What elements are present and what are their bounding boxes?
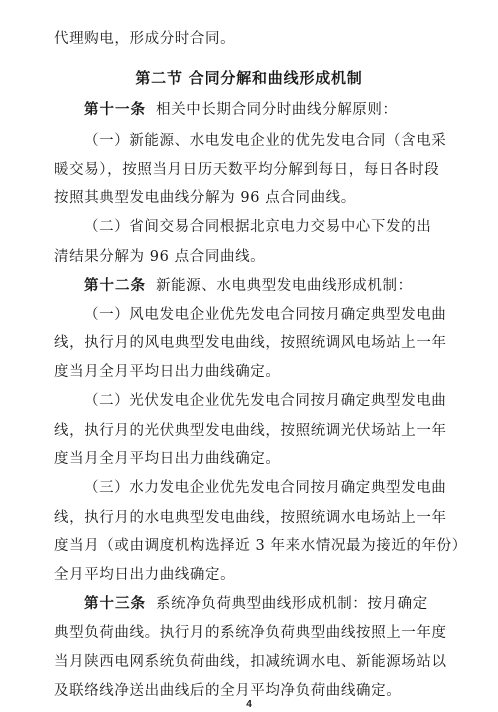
text-line: 度当月全月平均日出力曲线确定。 (54, 364, 281, 380)
article-11-heading: 第十一条 (84, 102, 146, 118)
text-line: （一）新能源、水电发电企业的优先发电合同（含电采 (84, 133, 447, 149)
text-line: 线，执行月的水电典型发电曲线，按照统调水电场站上一年 (54, 510, 447, 526)
article-12-line (84, 276, 446, 298)
text-line: 典型负荷曲线。执行月的系统净负荷典型曲线按照上一年度 (54, 625, 447, 641)
text-line: 清结果分解为 96 点合同曲线。 (54, 249, 266, 265)
text-line: （二）光伏发电企业优先发电合同按月确定典型发电曲 (84, 393, 447, 409)
text-line: 线，执行月的光伏典型发电曲线，按照统调光伏场站上一年 (54, 423, 447, 439)
text-line: （二）省间交易合同根据北京电力交易中心下发的出 (84, 219, 432, 235)
text-line: 暖交易），按照当月日历天数平均分解到每日，每日各时段 (54, 162, 440, 178)
text-line: 新能源、水电典型发电曲线形成机制： (156, 278, 413, 294)
text-line: 全月平均日出力曲线确定。 (54, 567, 236, 583)
text-line: 当月陕西电网系统负荷曲线，扣减统调水电、新能源场站以 (54, 654, 447, 670)
article-12-heading: 第十二条 (84, 278, 146, 294)
text-line: （三）水力发电企业优先发电合同按月确定典型发电曲 (84, 480, 447, 496)
text-line: 及联络线净送出曲线后的全月平均净负荷曲线确定。 (54, 683, 402, 699)
text-line: （一）风电发电企业优先发电合同按月确定典型发电曲 (84, 307, 447, 323)
text-line: 代理购电，形成分时合同。 (54, 31, 236, 47)
text-line: 相关中长期合同分时曲线分解原则： (156, 102, 398, 118)
article-13-heading: 第十三条 (84, 596, 146, 612)
text-line: 线，执行月的风电典型发电曲线，按照统调风电场站上一年 (54, 335, 447, 351)
section-title: 第二节 合同分解和曲线形成机制 (135, 69, 363, 87)
article-11-line (84, 100, 446, 122)
text-line: 按照其典型发电曲线分解为 96 点合同曲线。 (54, 190, 356, 206)
text-line: 系统净负荷典型曲线形成机制：按月确定 (156, 596, 428, 612)
text-line: 度当月全月平均日出力曲线确定。 (54, 451, 281, 467)
article-13-line (84, 594, 446, 616)
page-number: 4 (246, 699, 252, 710)
text-line: 度当月（或由调度机构选择近 3 年来水情况最为接近的年份） (54, 538, 467, 554)
